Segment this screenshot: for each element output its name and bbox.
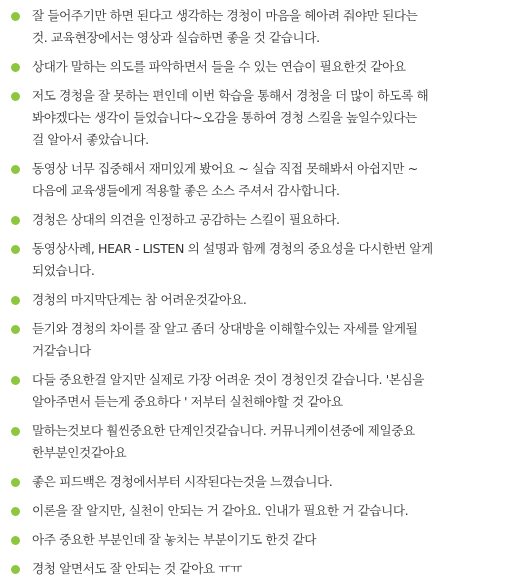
comment-item <box>0 289 510 311</box>
comment-text: 좋은 피드백은 경청에서부터 시작된다는것을 느꼈습니다. <box>32 474 333 489</box>
comment-text: 이론을 잘 알지만, 실천이 안되는 거 같아요. 인내가 필요한 거 같습니다. <box>32 503 409 518</box>
comment-text: 말하는것보다 훨씬중요한 단계인것같습니다. 커뮤니케이션중에 제일중요 한부분인것같아요 <box>32 423 415 460</box>
comment-text: 동영상사례, HEAR - LISTEN 의 설명과 함께 경청의 중요성을 다시한번 알게 되었습니다. <box>32 241 433 278</box>
comment-text: 저도 경청을 잘 못하는 편인데 이번 학습을 통해서 경청을 더 많이 하도록 해 봐야겠다는 생각이 들었습니다~오감을 통하여 경청 스킬을 높일수있다는 걸 알아서 좋았습니다. <box>32 88 429 147</box>
bullet-dot-icon <box>11 536 20 545</box>
comment-text: 경청은 상대의 의견을 인정하고 공감하는 스킬이 필요하다. <box>32 212 340 227</box>
comment-item <box>0 238 510 282</box>
bullet-dot-icon <box>11 296 20 305</box>
bullet-dot-icon <box>11 507 20 516</box>
comment-item <box>0 420 510 464</box>
comment-text: 듣기와 경청의 차이를 잘 알고 좀더 상대방을 이해할수있는 자세를 알게될 거같습니다 <box>32 321 418 358</box>
comment-item <box>0 500 510 522</box>
comment-text: 동영상 너무 집중해서 재미있게 봤어요 ~ 실습 직접 못해봐서 아쉽지만 ~ 다음에 교육생들에게 적용할 좋은 소스 주셔서 감사합니다. <box>32 161 418 198</box>
bullet-dot-icon <box>11 376 20 385</box>
comment-item <box>0 318 510 362</box>
comment-text: 경청의 마지막단계는 참 어려운것같아요. <box>32 292 247 307</box>
comment-item <box>0 529 510 551</box>
comment-text: 잘 들어주기만 하면 된다고 생각하는 경청이 마음을 헤아려 줘야만 된다는 것. 교육현장에서는 영상과 실습하면 좋을 것 같습니다. <box>32 8 418 45</box>
bullet-dot-icon <box>11 565 20 574</box>
bullet-dot-icon <box>11 12 20 21</box>
bullet-dot-icon <box>11 165 20 174</box>
comment-text: 경청 알면서도 잘 안되는 것 같아요 ㅠㅠ <box>32 561 242 576</box>
bullet-dot-icon <box>11 427 20 436</box>
bullet-dot-icon <box>11 325 20 334</box>
comment-item <box>0 209 510 231</box>
comment-item <box>0 558 510 580</box>
comment-item <box>0 158 510 202</box>
bullet-dot-icon <box>11 216 20 225</box>
comment-item <box>0 369 510 413</box>
comment-item <box>0 471 510 493</box>
bullet-dot-icon <box>11 63 20 72</box>
comment-text: 상대가 말하는 의도를 파악하면서 들을 수 있는 연습이 필요한것 같아요 <box>32 59 406 74</box>
comment-item <box>0 5 510 49</box>
comment-item <box>0 56 510 78</box>
comment-item <box>0 85 510 151</box>
bullet-dot-icon <box>11 478 20 487</box>
bullet-dot-icon <box>11 245 20 254</box>
comment-text: 다들 중요한걸 알지만 실제로 가장 어려운 것이 경청인것 같습니다. '본심을 알아주면서 듣는게 중요하다 ' 저부터 실천해야할 것 같아요 <box>32 372 425 409</box>
bullet-dot-icon <box>11 92 20 101</box>
comment-text: 아주 중요한 부분인데 잘 놓치는 부분이기도 한것 같다 <box>32 532 317 547</box>
